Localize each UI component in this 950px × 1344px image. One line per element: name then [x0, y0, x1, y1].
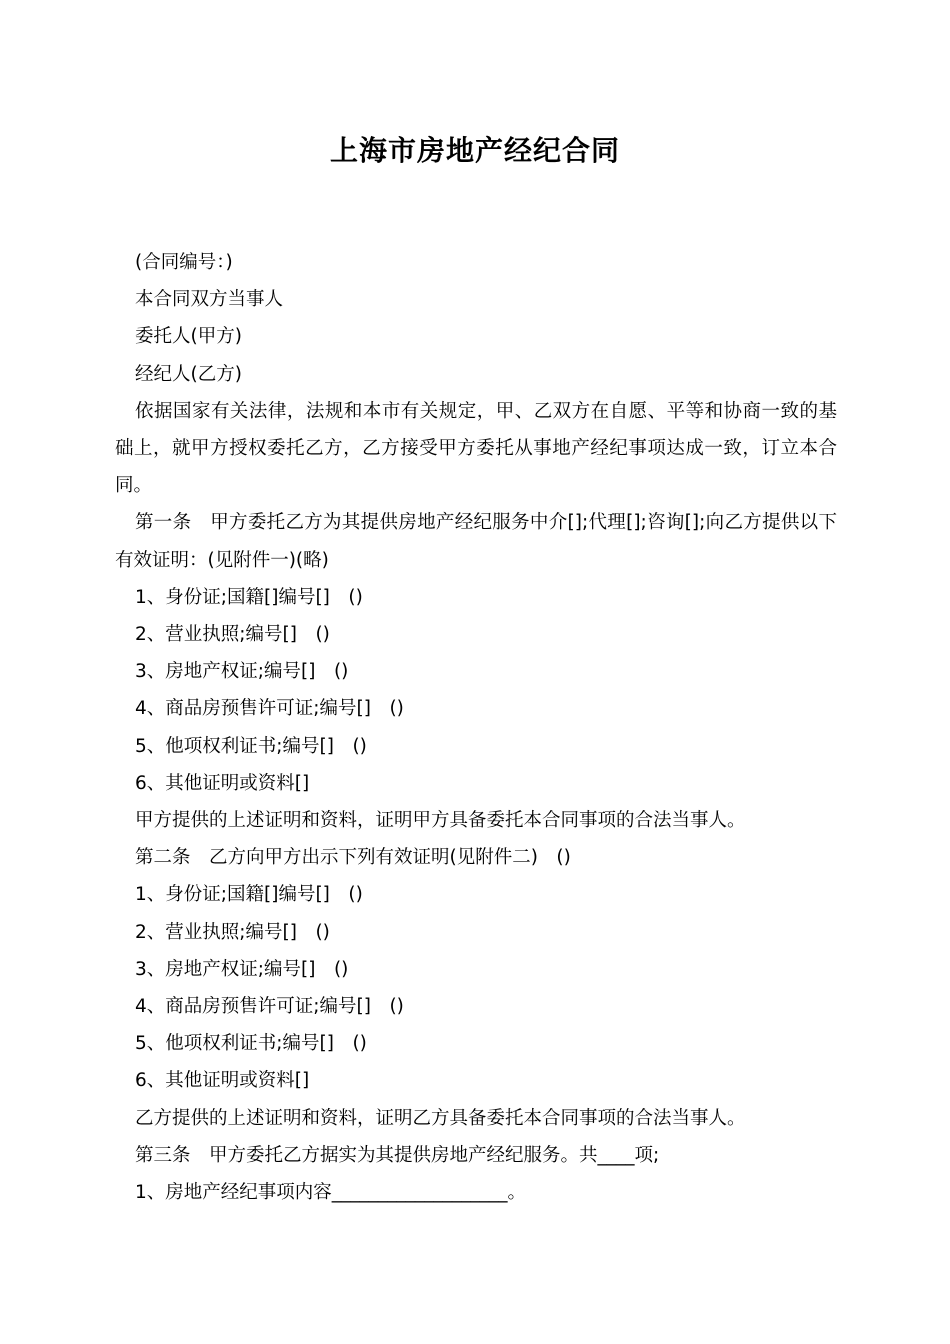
article-1-item-2: 2、营业执照;编号[] (): [135, 624, 330, 646]
parties-heading: 本合同双方当事人: [135, 289, 284, 311]
document-title: 上海市房地产经纪合同: [329, 134, 620, 167]
article-2-item-3: 3、房地产权证;编号[] (): [135, 958, 349, 980]
article-2-item-5: 5、他项权利证书;编号[] (): [135, 1033, 367, 1055]
contract-body: [115, 244, 837, 1211]
principal-party: 委托人(甲方): [135, 326, 242, 348]
article-2-item-6: 6、其他证明或资料[]: [135, 1070, 310, 1092]
article-3: 第三条 甲方委托乙方据实为其提供房地产经纪服务。共____项;: [135, 1144, 660, 1166]
article-3-item-1: 1、房地产经纪事项内容___________________。: [135, 1182, 527, 1204]
article-1-conclusion: 甲方提供的上述证明和资料，证明甲方具备委托本合同事项的合法当事人。: [135, 810, 746, 832]
article-2: 第二条 乙方向甲方出示下列有效证明(见附件二) (): [135, 847, 571, 869]
preamble-paragraph: 依据国家有关法律，法规和本市有关规定，甲、乙双方在自愿、平等和协商一致的基础上，就甲方授权委托乙方，乙方接受甲方委托从事地产经纪事项达成一致，订立本合同。: [115, 400, 837, 497]
broker-party: 经纪人(乙方): [135, 363, 242, 385]
article-2-item-1: 1、身份证;国籍[]编号[] (): [135, 884, 363, 906]
article-1-item-3: 3、房地产权证;编号[] (): [135, 661, 349, 683]
article-1: 第一条 甲方委托乙方为其提供房地产经纪服务中介[];代理[];咨询[];向乙方提供以下有效证明：(见附件一)(略): [115, 512, 837, 571]
article-2-conclusion: 乙方提供的上述证明和资料，证明乙方具备委托本合同事项的合法当事人。: [135, 1107, 746, 1129]
article-1-item-6: 6、其他证明或资料[]: [135, 772, 310, 794]
article-1-item-5: 5、他项权利证书;编号[] (): [135, 735, 367, 757]
article-2-item-4: 4、商品房预售许可证;编号[] (): [135, 996, 404, 1018]
article-1-item-1: 1、身份证;国籍[]编号[] (): [135, 586, 363, 608]
article-1-item-4: 4、商品房预售许可证;编号[] (): [135, 698, 404, 720]
article-2-item-2: 2、营业执照;编号[] (): [135, 921, 330, 943]
contract-number: (合同编号：): [135, 252, 233, 273]
